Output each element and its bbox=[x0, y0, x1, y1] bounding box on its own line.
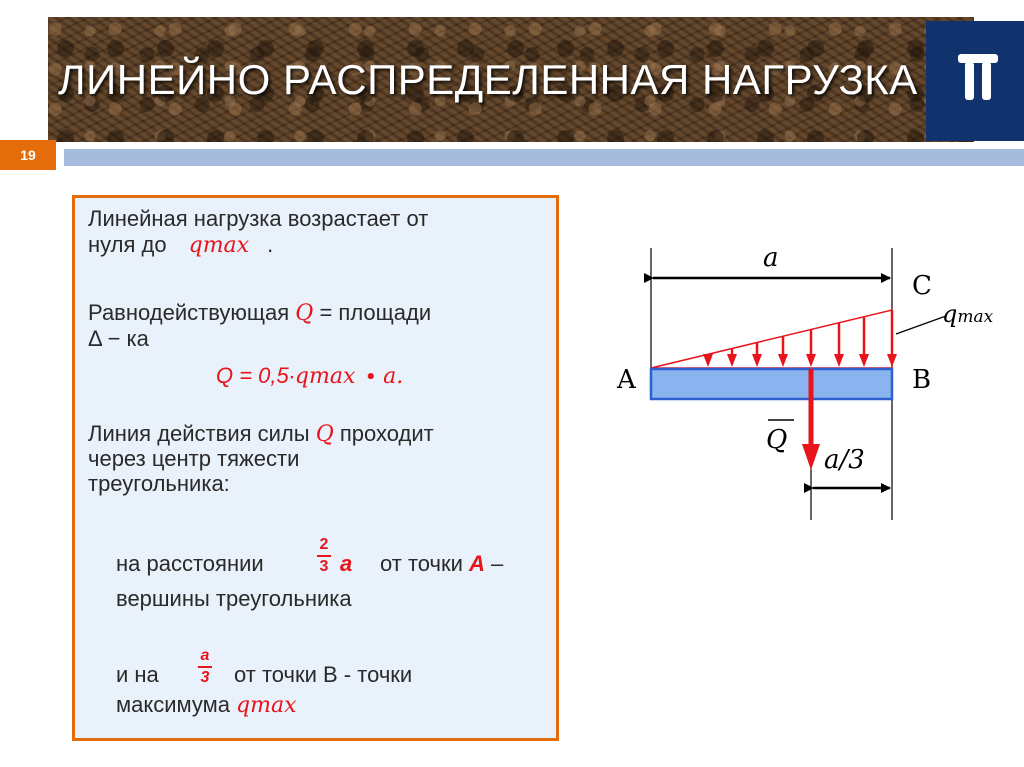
beam bbox=[651, 369, 892, 399]
fraction-bar bbox=[317, 555, 331, 557]
slide-number: 19 bbox=[0, 140, 56, 170]
resultant-Q-arrowhead bbox=[802, 444, 820, 470]
load-arrow-head bbox=[703, 354, 713, 367]
pi-logo-icon bbox=[956, 48, 1000, 108]
label-B: B bbox=[912, 365, 932, 395]
text-line-6: через центр тяжести bbox=[88, 446, 300, 471]
frac-den-3: 3 bbox=[319, 558, 329, 575]
label-C: C bbox=[912, 271, 932, 301]
load-triangle bbox=[651, 310, 892, 368]
dist1-mid-text: от точки bbox=[380, 551, 463, 576]
dist1-dash: – bbox=[491, 551, 504, 576]
label-qmax-q: q bbox=[942, 300, 958, 328]
dist1-a: a bbox=[340, 551, 353, 576]
text-line-5-prefix: Линия действия силы bbox=[88, 421, 310, 446]
text-line-4: Δ − ка bbox=[88, 326, 149, 351]
load-arrow-head bbox=[727, 354, 737, 367]
text-line-2 bbox=[88, 232, 273, 259]
point-A-label: A bbox=[469, 551, 485, 576]
slide-title: ЛИНЕЙНО РАСПРЕДЕЛЕННАЯ НАГРУЗКА bbox=[58, 56, 918, 103]
dist2-prefix: и на bbox=[116, 662, 159, 687]
text-line-3 bbox=[88, 300, 431, 327]
fraction-a-thirds bbox=[198, 648, 212, 686]
load-arrow-head bbox=[834, 354, 844, 367]
Q-symbol: 𝑄 bbox=[295, 301, 314, 326]
header-rule-bar bbox=[64, 149, 1024, 166]
fraction-bar-2 bbox=[198, 666, 212, 668]
dist2-line2-text: максимума bbox=[116, 692, 231, 717]
text-line-3-prefix: Равнодействующая bbox=[88, 300, 290, 325]
dist2-mid: от точки В - точки bbox=[234, 662, 413, 687]
label-A: A bbox=[617, 365, 636, 395]
formula-prefix: Q = 0,5∙ bbox=[216, 363, 295, 388]
dist1-prefix: на расстоянии bbox=[116, 551, 264, 576]
label-Q: Q bbox=[766, 425, 788, 455]
resultant-formula bbox=[216, 363, 403, 390]
label-a: a bbox=[763, 243, 779, 273]
fraction-two-thirds bbox=[317, 537, 331, 575]
text-line-5 bbox=[88, 421, 434, 448]
load-arrow-head bbox=[778, 354, 788, 367]
text-line-7: треугольника: bbox=[88, 471, 230, 496]
frac-num-2: 2 bbox=[319, 536, 329, 553]
text-line-5-suffix: проходит bbox=[339, 421, 434, 446]
qmax-symbol: 𝑞𝑚𝑎𝑥 bbox=[188, 233, 250, 258]
text-line-2-prefix: нуля до bbox=[88, 232, 167, 257]
label-a3: a/3 bbox=[824, 445, 865, 475]
dist1-mid bbox=[380, 551, 503, 577]
dist2-line2 bbox=[116, 692, 296, 719]
label-qmax-sub: max bbox=[957, 307, 994, 327]
load-arrow-head bbox=[887, 354, 897, 367]
frac-den-3b: 3 bbox=[200, 669, 210, 686]
formula-qmax: 𝑞𝑚𝑎𝑥 bbox=[294, 364, 356, 389]
load-arrow-head bbox=[752, 354, 762, 367]
load-arrows bbox=[703, 310, 897, 367]
frac-num-a: a bbox=[200, 647, 210, 664]
Q-symbol-2: 𝑄 bbox=[315, 422, 334, 447]
load-arrow-head bbox=[806, 354, 816, 367]
text-line-1: Линейная нагрузка возрастает от bbox=[88, 206, 429, 231]
qmax-symbol-2: 𝑞𝑚𝑎𝑥 bbox=[236, 693, 297, 718]
label-qmax bbox=[942, 300, 994, 328]
text-line-2-suffix: . bbox=[267, 232, 274, 257]
formula-suffix: ∙ 𝑎. bbox=[365, 364, 404, 389]
load-arrow-head bbox=[859, 354, 869, 367]
text-line-3-suffix: = площади bbox=[319, 300, 432, 325]
load-diagram bbox=[600, 230, 1024, 530]
qmax-leader-line bbox=[896, 316, 946, 334]
dist1-line2: вершины треугольника bbox=[116, 586, 352, 611]
